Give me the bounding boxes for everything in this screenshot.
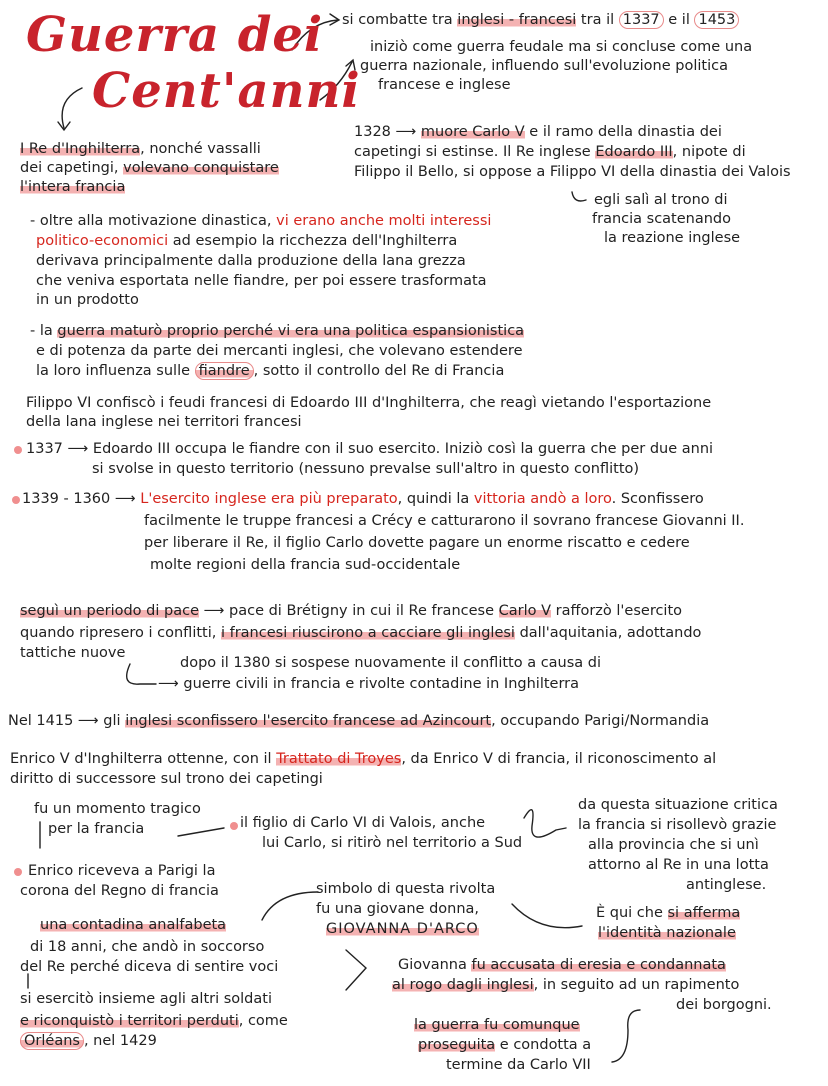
p1-line-4: che veniva esportata nelle fiandre, per poi essere trasformata [36,273,487,289]
bullet-son [230,822,238,830]
p2-line-1: - la guerra maturò proprio perché vi era una politica espansionistica [30,323,525,339]
arrow-1380-hook [127,664,156,684]
peace-line-2: quando ripresero i conflitti, i francesi riuscirono a cacciare gli inglesi dall'aquitania, adottando [20,625,702,641]
troyes-line-2: diritto di successore sul trono dei capetingi [10,771,323,787]
cont-line-6: Orléans , nel 1429 [20,1032,157,1051]
war-line-1: la guerra fu comunque [414,1017,580,1033]
right1-line-2: capetingi si estinse. Il Re inglese Edoardo III, nipote di [354,144,746,160]
crit-line-4: attorno al Re in una lotta [588,857,769,873]
e1339-line-3: per liberare il Re, il figlio Carlo dovette pagare un enorme riscatto e cedere [144,535,690,551]
title-line-2: Cent'anni [92,63,361,119]
peace-line-1: seguì un periodo di pace ⟶ pace di Brétigny in cui il Re francese Carlo V rafforzò l'esercito [20,603,683,619]
enrico-line-2: corona del Regno di francia [20,883,219,899]
arrow-big-chevron [346,950,366,990]
war-line-2: proseguita e condotta a [418,1037,592,1053]
ident-line-2: l'identità nazionale [598,925,736,941]
sym-line-2: fu una giovane donna, [316,901,480,917]
right1-sub-2: francia scatenando [592,211,731,227]
crit-line-5: antinglese. [686,877,767,893]
arrow-title-down [62,88,82,128]
bullet-enrico [14,868,22,876]
arrow-head-a [330,14,339,25]
e1337-line-1: 1337 ⟶ Edoardo III occupa le fiandre con il suo esercito. Iniziò così la guerra che per due anni [26,441,714,457]
right1-line-1: 1328 ⟶ muore Carlo V e il ramo della dinastia dei [354,124,722,140]
son-line-2: lui Carlo, si ritirò nel territorio a Sud [262,835,523,851]
cont-line-2: di 18 anni, che andò in soccorso [30,939,265,955]
right1-sub-1: egli salì al trono di [594,192,728,208]
p2-line-2: e di potenza da parte dei mercanti inglesi, che volevano estendere [36,343,523,359]
bullet-1337 [14,446,22,454]
acc-line-1: Giovanna fu accusata di eresia e condannata [398,957,726,973]
peace-line-3: tattiche nuove [20,645,126,661]
cont-line-5: e riconquistò i territori perduti, come [20,1013,288,1029]
intro-line-4: francese e inglese [378,77,511,93]
p1-line-1: - oltre alla motivazione dinastica, vi erano anche molti interessi [30,213,492,229]
e1339-line-2: facilmente le truppe francesi a Crécy e catturarono il sovrano francese Giovanni II. [144,513,745,529]
enrico-line-1: Enrico riceveva a Parigi la [28,863,216,879]
tragic-line-1: fu un momento tragico [34,801,201,817]
y1415-line: Nel 1415 ⟶ gli inglesi sconfissero l'esercito francese ad Azincourt, occupando Parigi/Normandia [8,713,710,729]
title-line-1: Guerra dei [26,7,324,63]
p3-line-2: della lana inglese nei territori francesi [26,414,302,430]
p3-line-1: Filippo VI confiscò i feudi francesi di Edoardo III d'Inghilterra, che reagì vietando l'esportazione [26,395,712,411]
intro-line-3: guerra nazionale, influendo sull'evoluzione politica [360,58,728,74]
cont-line-1: una contadina analfabeta [40,917,227,933]
e1339-line-1: 1339 - 1360 ⟶ L'esercito inglese era più preparato, quindi la vittoria andò a loro. Sconfissero [22,491,704,507]
p1-line-5: in un prodotto [36,292,139,308]
intro-line-1: si combatte tra inglesi - francesi tra il 1337 e il 1453 [342,11,739,30]
acc-line-3: dei borgogni. [676,997,772,1013]
right1-line-3: Filippo il Bello, si oppose a Filippo VI della dinastia dei Valois [354,164,791,180]
arrow-contadina-to-sym [262,892,318,920]
troyes-line-1: Enrico V d'Inghilterra ottenne, con il Trattato di Troyes, da Enrico V di francia, il riconoscimento al [10,751,717,767]
intro-line-2: iniziò come guerra feudale ma si concluse come una [370,39,753,55]
war-line-3: termine da Carlo VII [446,1057,591,1073]
son-line-1: il figlio di Carlo VI di Valois, anche [240,815,486,831]
left1-line-3: l'intera francia [20,179,126,195]
arrow-tragic-to-son [178,828,224,836]
cont-line-3: del Re perché diceva di sentire voci [20,959,279,975]
tragic-line-2: per la francia [48,821,145,837]
sym-line-3: GIOVANNA D'ARCO [326,921,479,937]
peace-sub-2: ⟶ guerre civili in francia e rivolte contadine in Inghilterra [158,676,580,692]
left1-line-1: I Re d'Inghilterra, nonché vassalli [20,141,261,157]
ident-line-1: È qui che si afferma [596,905,741,921]
crit-line-2: la francia si risollevò grazie [578,817,777,833]
sym-line-1: simbolo di questa rivolta [316,881,496,897]
arrow-brace-war [612,1010,640,1062]
e1339-line-4: molte regioni della francia sud-occidentale [150,557,461,573]
e1337-line-2: si svolse in questo territorio (nessuno prevalse sull'altro in questo conflitto) [92,461,640,477]
acc-line-2: al rogo dagli inglesi, in seguito ad un rapimento [392,977,740,993]
arrow-son-to-crit [524,810,566,837]
p1-line-3: derivava principalmente dalla produzione della lana grezza [36,253,466,269]
p2-line-3: la loro influenza sulle fiandre , sotto il controllo del Re di Francia [36,363,505,379]
bullet-1339 [12,496,20,504]
peace-sub-1: dopo il 1380 si sospese nuovamente il conflitto a causa di [180,655,602,671]
p1-line-2: politico-economici ad esempio la ricchezza dell'Inghilterra [36,233,458,249]
arrow-valois-hook [572,192,586,201]
crit-line-3: alla provincia che si unì [588,837,759,853]
arrow-sym-to-ident [512,904,582,928]
left1-line-2: dei capetingi, volevano conquistare [20,160,279,176]
cont-line-4: si esercitò insieme agli altri soldati [20,991,272,1007]
crit-line-1: da questa situazione critica [578,797,778,813]
right1-sub-3: la reazione inglese [604,230,741,246]
